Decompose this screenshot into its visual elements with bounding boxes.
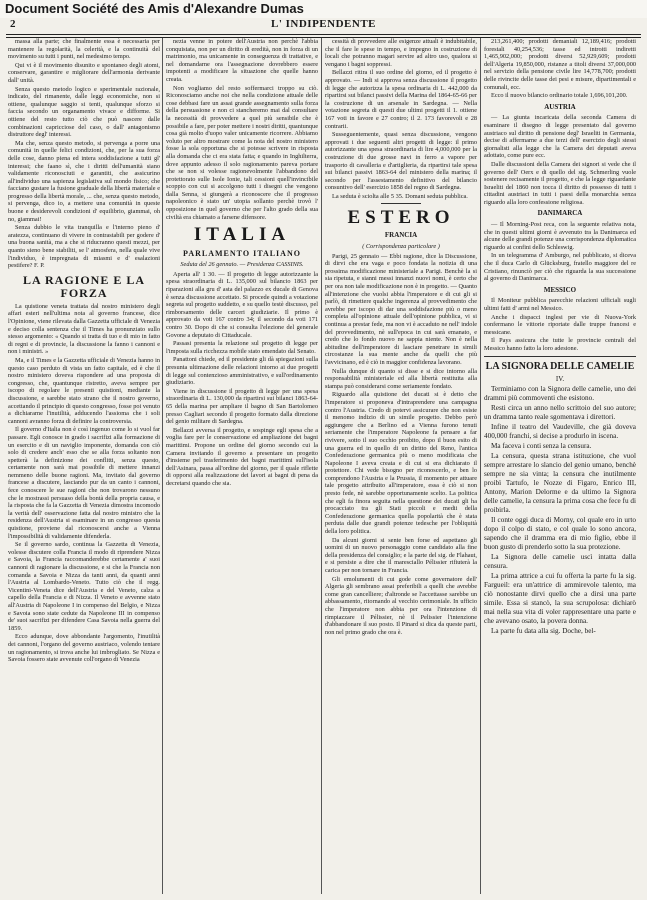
paragraph: Anche i dispacci inglesi per vie di Nuova-York confermano le vittorie riportate dalle truppe francesi e messicane. bbox=[484, 313, 636, 336]
paragraph: Ecco il nuovo bilancio ordinario totale 1,696,101,200. bbox=[491, 92, 628, 100]
column-divider bbox=[480, 38, 481, 894]
paragraph: Gli emolumenti di cui gode come governatore dell' Algeria gli sembrano assai preferibili a quelli che avrebbe come gran cancelliere; d'altronde se l'accettasse sarebbe un abbassamento, ritornando al vecchio cerimoniale. In ufficio che l'imperatore non abbia per ora l'intenzione di rimpiazzare il Pélissier, nè il Pelissier l'intenzione d'abbandonare il suo posto. Il Pinard si dica da queste parti, non nel primo grado che ora è. bbox=[325, 575, 477, 636]
paragraph: Nulla dunque di quanto si disse e si dice intorno alla responsabilità ministeriale ed alla libertà restituita alla stampa può considerarsi come seriamente fondato. bbox=[325, 367, 477, 390]
country-heading-danimarca: DANIMARCA bbox=[537, 209, 583, 218]
paragraph: Panattoni chiede, ed il presidente gli dà spiegazioni sulla presunta ultimazione delle relazioni intorno ai due progetti di legge sul contenzioso amministrativo, e sull'ordinamento giudiziario. bbox=[166, 356, 318, 387]
paragraph: Il conte oggi duca di Morny, col quale ero in urto dopo il colpo di stato, e col quale lo sono ancora, sapendo che il dramma era di mio figlio, ebbe il buon gusto di prenderlo sotto la sua protezione. bbox=[484, 516, 636, 552]
paragraph: Ma, e il Times e la Gazzetta ufficiale di Venezia hanno in questo caso perduto di vista un fatto capitale, ed è che il nostro ministero doveva rispondere ad una proposta di congresso, che, quantunque ristretto, aveva sempre per iscopo di regolare le presenti quistioni, mediante la discussione, e sarebbe stato strano che il nostro governo, accettando il principio di questo congresso, fosse poi venuto a dichiararne l'inutilità, adducendo l'assioma che i soli cannoni avranno forza di definire la controversia. bbox=[8, 356, 160, 425]
paragraph: Passasi presenta la relazione sul progetto di legge per l'imposta sulla ricchezza mobile stato emendato dal Senato. bbox=[166, 340, 318, 355]
paragraph: — La giunta incaricata della seconda Camera di esaminare il disegno di legge presentato dal governo austriaco sul diritto di pensione degl' Israeliti in Germania, decise di affermarne a due terzi dell' esercizio degli stessi giornalisti alla legge che la Camera dei deputati aveva adottato, come pure ecc. bbox=[484, 114, 636, 160]
paragraph: Riguardo alla quistione dei ducati si è detto che l'imperatore si proponeva d'intraprendere una campagna contro l'Austria. Credo di potervi assicurare che non esiste il menomo indizio di un simile progetto. Debbo però aggiungere che a Berlino ed a Vienna furono tenuti seriamente che l'imperatore Napoleone fa pensare a far rivivere, sotto il suo occhio proibito, dopo il buon esito di una guerra ed in quello di un diritto del Reno, l'antica Confederazione germanica più o meno modificata che Napoleone I aveva creata e di cui si era dichiarato il protettore. Chi vede bisogno per riconoscerlo, e ben lo comprendono l'Austria e la Prussia, il momento per attuare tale progetto attribuito all'imperatore, essa è ciò si non presto fede, nè sarebbe opportunamente scelto. La politica che egli fa finora seguita nella questione dei ducati gli ha procacciato tra gli Stati piccoli e medii della Confederazione germanica quella popolarità che è stata perduta dalle due grandi potenze tedesche per l'obliquità della loro politica. bbox=[325, 391, 477, 536]
paragraph: Parigi, 25 gennaio — Ebbi ragione, dice la Discussione, di dirvi che era vaga e poco fondata la notizia di una prossima modificazione ministeriale a Parigi. Benchè la si sia ripetuta, e sianni messi innanzi nuovi nomi, è certo che per ora non tale modificazione non è in progetto. — Quanto all'intenzione che vuolsi abbia l'imperatore e di cui gli si parlò, di rimettere qualche ingerenza al provvedimento che avrebbe per iscopo di dar una soddisfazione più o meno completa all'opinione attuale dell'opinione pubblica, vi si continua a prestar fede, ma non vi è accaduto ne nell' indole del provvedimento, nè sull'epoca in cui sarà emanato, e credo che lo fondo nuovo ne sappia niente. Non è nella abitudine dell'imperatore di lasciare penetrare in simili circostanze la sua mente anche da quelli che più l'avvicinano, ed è ciò in maggior confidenza lavorano. bbox=[325, 252, 477, 366]
column-1 bbox=[8, 38, 160, 896]
paragraph: Infine il teatro del Vaudeville, che già doveva 400,000 franchi, si decise a produrlo in iscena. bbox=[484, 423, 636, 441]
paragraph: — Il Morning-Post reca, con la seguente relativa nota, che in questi ultimi giorni è avvenuto tra la Danimarca ed alcune delle grandi potenze una corrispondenza diplomatica riguardo ai confini dello Schleswig. bbox=[484, 221, 636, 251]
paragraph: Bellazzi avversa il progetto, e sospinge egli spesa che a voglia fare per le conservazione ed ampliazione dei bagni marittimi. Propone un ordine del giorno secondo cui la Camera invitando il governo a presentare un progetto d'insieme pel trasferimento dei bagni marittimi sull'isola dell'Asinara, passa all'ordine del giorno, per il quale riflette di opporsi alla realizzazione dei lavori ai bagni di pena da decretarsi quando che sia. bbox=[166, 426, 318, 487]
paragraph: 213,261,400; prodotti demaniali 12,189,416; prodotti forestali 40,254,536; tasse ed introiti indiretti 1,465,902,000; prodotti diversi 52,929,609; prodotti dell'Algeria 19,850,000, ristanze a titoli diversi 37,000,000 nel servizio della pensione civile lire 14,778,700; prodotti delle rivincite delle tasse dei pesi e misure, dipartimentali e comunali, ecc. bbox=[484, 38, 636, 91]
paragraph: Se il governo sardo, continua la Gazzetta di Venezia, volesse discutere colla Francia il modo di riprendere Nizza e Savoia, la Francia raccomanderebbe certamente a' suoi cannoni di ragionare la discussione, e si che la Francia non comanda a Savoia e Nizza da tanti anni, da quanti anni l'Austria al Lombardo-Veneto. Tutto ciò che il regg. Vicentini-Veneta dice dell'Austria e del Veneto, calza a capello della Francia e di Nizza. Il Veneto e avvenne stato all'Austria di Napoleone I in compenso del Belgio, e Nizza e Savoia sono state cedute da Napoleone III in compenso de' suoi sacrifizi per difendere Casa Savoia nella guerra del 1859. bbox=[8, 541, 160, 632]
paragraph: Aperta all' 1 30. — Il progetto di legge autorizzante la spesa straordinaria di L. 135,000 sul bilancio 1863 per riparazioni alla gru d' asta del palazzo ex ducale di Genova è senza discussione accettato. Si procede quindi a votazione segreta sul progetto suddetto, e su quello testè discusso, pel rimborsamento delle carceri giudiziarie. Il primo è approvato da voti 167 contro 34; il secondo da voti 171 contro 30. Dopo di che si consulta l'elezione del generale Govone a deputato di Cittaducale. bbox=[166, 270, 318, 339]
paragraph: Susseguentemente, quasi senza discussione, vengono approvati i due seguenti altri progetti di legge: il primo autorizzante una spesa straordinaria di lire 4,000,000 per la costruzione di due grosse navi in ferro a vapore per trasporto di cavalleria e d'artiglieria, da ripartirsi tale spesa sui bilanci passivi 1863-64 del ministero della marina; il secondo per l'assestamento definitivo del bilancio consuntivo dell' esercizio 1858 del regno di Sardegna. bbox=[325, 131, 477, 192]
feuilleton-title: LA SIGNORA DELLE CAMELIE bbox=[485, 360, 635, 372]
feuilleton-part: IV. bbox=[555, 374, 565, 383]
page-header bbox=[6, 18, 641, 34]
section-title-ragione-forza: LA RAGIONE E LA FORZA bbox=[22, 272, 146, 300]
paragraph: Ma faceva i conti senza la censura. bbox=[491, 442, 592, 451]
watermark: Document Société des Amis d'Alexandre Dumas bbox=[0, 0, 647, 18]
correspondent-note: ( Corrispondenza particolare ) bbox=[362, 243, 440, 251]
paragraph: Senza questo metodo logico e sperimentale razionale, indicato, del rimanente, dalle leggi economiche, non si ottiene, qualunque saggio si tenti, qualunque sforzo si faccia secondo un organamento vivace e difforme. Si ottiene del resto tutto ciò che può nascere dalle combinazioni capricciose del caso, o dall' antagonismo distruttore degl' interessi. bbox=[8, 85, 160, 139]
paragraph: Non vogliamo del resto soffermarci troppo su ciò. Riconosciamo anche noi che nella condizione attuale delle cose debbasi fare un assai grande assegnamento sulla forza della persuasione e non ci stancheremo mai dal consultare la necessità di provvedere a quel più sensibile che è possibile a fare, per poter mettere i nostri diritti, quantunque cosa già molto d'uopo valer unicamente ricorrere. Abbiamo voluto per altro mostrare come la nota del nostro ministero fosse la sola opportuna che si potesse scrivere in risposta alla domanda che ci era stata fatta; e quando in Inghilterra, dove appunto adesso il solo ragionamento pareva portare che se non si volesse ragionevolmente l'abbandono del protettorato sulle Isole Ionie, tali cessioni quell'invincibile scoppio con cui si accolgono tutti i disegni che vengono dalla Senna, si giungerà a riconoscere che il progresso napoleonico è stato un' utopia sollanto perchè trovò l' opposizione in quel governo che per l'alto grado della sua civiltà era chiamato a farsene difensore. bbox=[166, 84, 318, 221]
page-number: 2 bbox=[10, 18, 16, 30]
paragraph: La Signora delle camelie uscì intatta dalla censura. bbox=[484, 553, 636, 571]
session-line: Seduta del 26 gennaio. — Presidenza CASSINIS. bbox=[180, 261, 304, 269]
paragraph: nezia venne in potere dell'Austria non perchè l'abbia conquistata, non per un diritto di eredità, non in forza di un matrimonio, ma unicamente in conseguenza di trattative, e nel domandarne ora l'assegnazione dovrebbero essere impotenti a modificare la situazione che quelle hanno creata. bbox=[166, 38, 318, 83]
section-title-italia: ITALIA bbox=[193, 224, 291, 246]
paragraph: Terminiamo con la Signora delle camelie, uno dei drammi più commoventi che esistono. bbox=[484, 385, 636, 403]
paragraph: Viene in discussione il progetto di legge per una spesa straordinaria di L. 130,000 da ripartirsi sui bilanci 1863-64-65 della marina per ampliare il bagno di San Bartolomeo presso Cagliari secondo il progetto formato dalla direzione del genio militare di Sardegna. bbox=[166, 387, 318, 426]
paragraph: La seduta è sciolta alle 5 35. Domani seduta pubblica. bbox=[332, 192, 468, 200]
paragraph: Da alcuni giorni si sente ben forse ed aspettano gli uomini di un nuovo personaggio come candidato alla fine della presidenza del consiglio; e la parte del sig. de Flahaut, e si persiste a dire che il maresciallo Pélissier rifiuterà la carica per non tornare in Francia. bbox=[325, 536, 477, 574]
section-divider bbox=[381, 203, 421, 204]
paragraph: Bellazzi ritira il suo ordine del giorno, ed il progetto è approvato. — Indi si approva senza discussione il progetto di legge che autorizza la spesa ordinaria di L. 442,000 da ripartirsi sui bilanci passivi della Marina del 1864-65-66 per la costruzione di un arsenale in Sardegna. — Nella votazione segreta di questi due ultimi progetti il 1. ottiene 167 voti in favore e 27 contro; il 2. 173 favorevoli e 28 contrarii. bbox=[325, 69, 477, 130]
paragraph: Il Moniteur pubblica parecchie relazioni ufficiali sugli ultimi fatti d' armi nel Messico. bbox=[484, 297, 636, 312]
paragraph: Qui vi è il movimento disunito e spontaneo degli atomi, conservare, garantire e migliorare dell'armonia derivante dall' unità. bbox=[8, 61, 160, 84]
column-divider bbox=[162, 38, 163, 894]
paragraph: La censura, questa strana istituzione, che vuol sempre arrestare lo slancio del genio umano, benchè sempre ne sia vinta; la censura che inutilmente proibì Tartufo, le Nozze di Figaro, Enrico III, Antony, Marion Delorme e da ultimo la Signora delle camelie, la censura la prima cosa che fece fu di proibirla. bbox=[484, 452, 636, 515]
column-3 bbox=[325, 38, 477, 896]
paragraph: La quistione veneta trattata dal nostro ministero degli affari esteri nell'ultima nota al governo francese, dice l'Opinione, viene rilevata dalla Gazzetta ufficiale di Venezia e deciso colla sentenza che il Times ha pronunziato sullo stesso argomento: « Quando si tratta di tuo e di mio in fatto di regni e di provincie, la discussione la fanno i cannoni e non i ministri. » bbox=[8, 302, 160, 356]
paragraph: Ma che, senza questo metodo, si pervenga a porre una comunità in quelle felici condizioni, che, per la sua forza delle cose, danno piena ed intera soddisfazione a tutti gl' interessi; che faano sì, che i diritti dell'umanità siano validamente riconosciuti e garantiti, che assicurino all'individuo una sapienza legislativa sul mondo fisico; che facciano gustare la fusione graduale della libertà materiale e progresso della libertà morale, ... che, senza questo metodo, si pervenga, dico io, a mettere una comunità in queste buone e desiderevoli condizioni d' equilibrio, giammai, oh no, giammai! bbox=[8, 139, 160, 223]
paragraph: cessità di provvedere alle esigenze attuali è indubitabile, che il fare le spese in tempo, e impegno in costruzione di locali che potranno magari servire ad altro uso, qualora si vengano i bagni soppressi. bbox=[325, 38, 477, 68]
country-heading-messico: MESSICO bbox=[543, 285, 577, 294]
column-2 bbox=[166, 38, 318, 896]
paragraph: massa alla parte; che finalmente essa è necessaria per mantenere la regolarità, la celerità, e la continuità del movimento su tutti i punti, nel medesimo tempo. bbox=[8, 38, 160, 61]
paragraph: La prima attrice a cui fu offerta la parte fu la sig. Fargueil: era un'attrice di ammirevole talento, ma ciò nonostante dirvi quello che a dirsi una parte simile. Essa si stancò, la sua scrupolosa: dichiarò mai nella sua vita di voler rappresentare una parte e che avevano osato, la povera donna. bbox=[484, 572, 636, 626]
paragraph: Senza dubbio le vita tranquilla e l'interno pieno d' aratezza, continuano di vivere in contrastabili per godere d' una buona sanità, ma a che si riducranno questi mezzi, per quanto sieno bene stabiliti, se l' atmosfera, nella quale vive l'individuo, è impregnata di miasmi e d' esalazioni pestifere? F. P. bbox=[8, 224, 160, 270]
paragraph: Ecco adunque, dove abbondante l'argomento, l'inutilità dei cannoni, l'organo del governo austriaco, volendo tentare un ragionamento, si trova anche lui imbrogliato. Se Nizza e Savoia fossero state avvenute coll'organo di Venezia bbox=[8, 633, 160, 664]
column-4 bbox=[484, 38, 636, 896]
section-title-estero: ESTERO bbox=[347, 207, 455, 229]
country-heading-francia: FRANCIA bbox=[384, 231, 418, 240]
paragraph: La parte fu data alla sig. Doche, bel- bbox=[491, 627, 596, 636]
journal-title: L' INDIPENDENTE bbox=[271, 18, 376, 30]
paragraph: Resti circa un anno nello scrittoio del suo autore; un dramma tanto reale sgomentava i direttori. bbox=[484, 404, 636, 422]
section-subtitle-parlamento: PARLAMENTO ITALIANO bbox=[183, 249, 301, 259]
column-divider bbox=[321, 38, 322, 894]
paragraph: Dalle discussioni della Camera dei signori si vede che il governo dell' Oerx e di quello del sig. Schmerling vuole sostenere recisamente il progetto, e che la legge riguardante Israeliti del 1860 non tocca il diritto di possesso di tutti i cittadini austriaci in tutti i paesi della monarchia senza riguardo alla loro confessione religiosa. bbox=[484, 160, 636, 206]
paragraph: Il governo d'Italia non è così ingenuo come lo si vuol far passare. Egli conosce in grado i sacrifizi alla formazione di un esercito e di un naviglio imponente, domanda con ciò solo di credere anch' esso che se alla forza soltanto non spetterà la definizione dei conflitti, senza questo, certamente non sarà mai possibile di mettere innanzi nemmeno delle buone ragioni. Ma, invitato dal governo francese a discutere, lasciando pur da un canto i cannoni, fece conoscere le sue ragioni che non trovarono nessuno che le mostrassi persuaso della bontà della propria causa, e la risposta che fa la Gazzetta di Venezia dimostra incomodo la verità dell' osservazione fatta dal nostro ministro che la residenza dell'Austria si esaminare in un congresso questa quistione, proviene dal riconoscersi anche a Vienna l'impossibilità di validamente difenderla. bbox=[8, 426, 160, 540]
country-heading-austria: AUSTRIA bbox=[544, 102, 576, 111]
feuilleton-divider bbox=[484, 356, 636, 357]
paragraph: Il Pays assicura che tutte le provincie centrali del Messico hanno fatto la loro adesione. bbox=[484, 337, 636, 352]
paragraph: In un telegramma d' Amburgo, nel pubblicato, si diceva che il duca Carlo di Glücksburg, fratello maggiore del re Cristiano, rinunciò per ciò che riguarda la sua successione al governo di Danimarca. bbox=[484, 252, 636, 283]
